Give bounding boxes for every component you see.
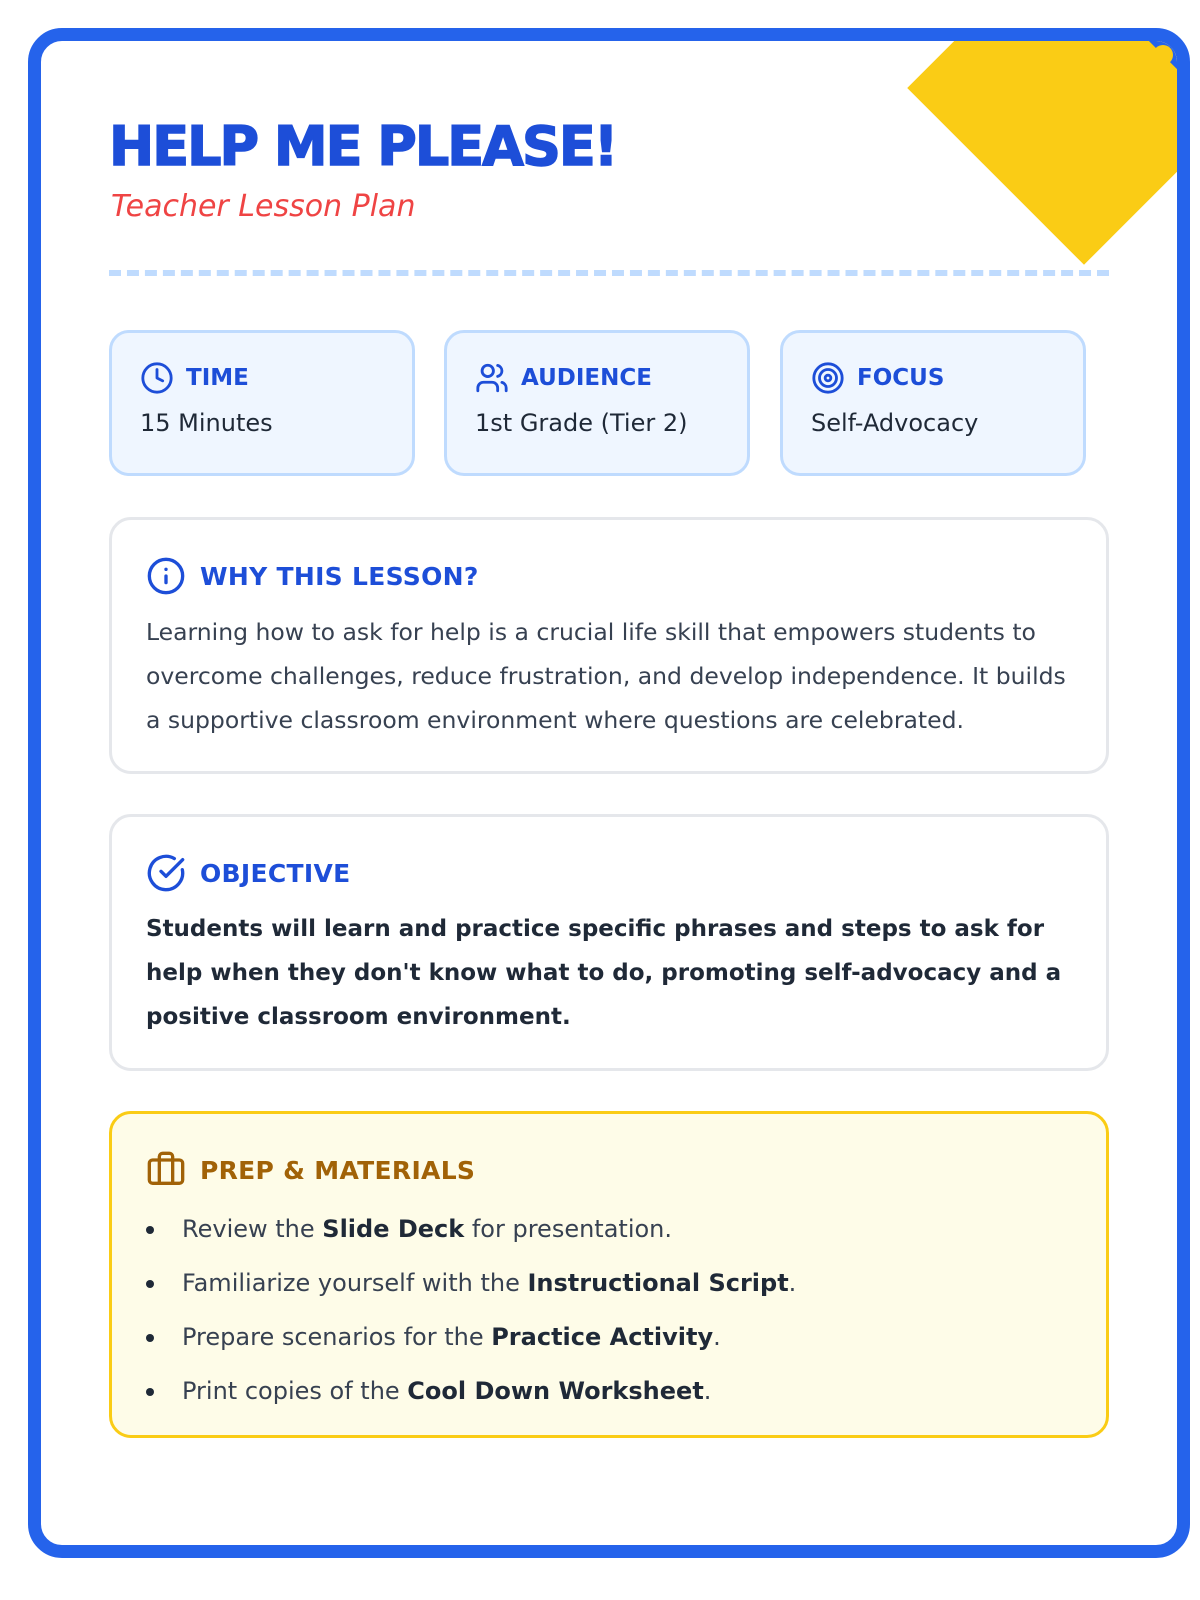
objective-card	[109, 814, 1109, 1071]
clock-icon	[140, 361, 174, 395]
stat-label: AUDIENCE	[521, 365, 652, 391]
prep-list	[146, 1202, 1072, 1418]
why-card	[109, 517, 1109, 774]
stat-label: FOCUS	[857, 365, 945, 391]
card-title: PREP & MATERIALS	[200, 1155, 476, 1185]
page-subtitle: Teacher Lesson Plan	[111, 189, 416, 224]
lesson-plan-card	[28, 28, 1190, 1558]
stat-cards	[109, 330, 1109, 476]
stat-value: 1st Grade (Tier 2)	[475, 409, 688, 437]
stat-label: TIME	[186, 365, 249, 391]
corner-curl-decoration	[1143, 35, 1183, 75]
list-item: Review the Slide Deck for presentation.	[146, 1202, 1072, 1256]
list-item: Print copies of the Cool Down Worksheet.	[146, 1364, 1072, 1418]
objective-text: Students will learn and practice specific phrases and steps to ask for help when they don't know what to do, promoting self-advocacy and a positive classroom environment.	[146, 916, 1062, 1030]
card-title: WHY THIS LESSON?	[200, 561, 479, 591]
dashed-divider	[109, 270, 1109, 276]
info-icon	[146, 556, 186, 596]
stat-value: 15 Minutes	[140, 409, 273, 437]
list-item: Prepare scenarios for the Practice Activity.	[146, 1310, 1072, 1364]
prep-card	[109, 1111, 1109, 1438]
target-icon	[811, 361, 845, 395]
briefcase-icon	[146, 1150, 186, 1190]
check-circle-icon	[146, 853, 186, 893]
stat-value: Self-Advocacy	[811, 409, 979, 437]
users-icon	[475, 361, 509, 395]
stat-card-time	[109, 330, 415, 476]
stat-card-focus	[780, 330, 1086, 476]
list-item: Familiarize yourself with the Instructional Script.	[146, 1256, 1072, 1310]
card-title: OBJECTIVE	[200, 858, 351, 888]
stat-card-audience	[444, 330, 750, 476]
page-title: HELP ME PLEASE!	[109, 115, 617, 178]
why-text: Learning how to ask for help is a crucial life skill that empowers students to overcome challenges, reduce frustration, and develop independence. It builds a supportive classroom environment where questions are celebrated.	[146, 618, 1066, 734]
